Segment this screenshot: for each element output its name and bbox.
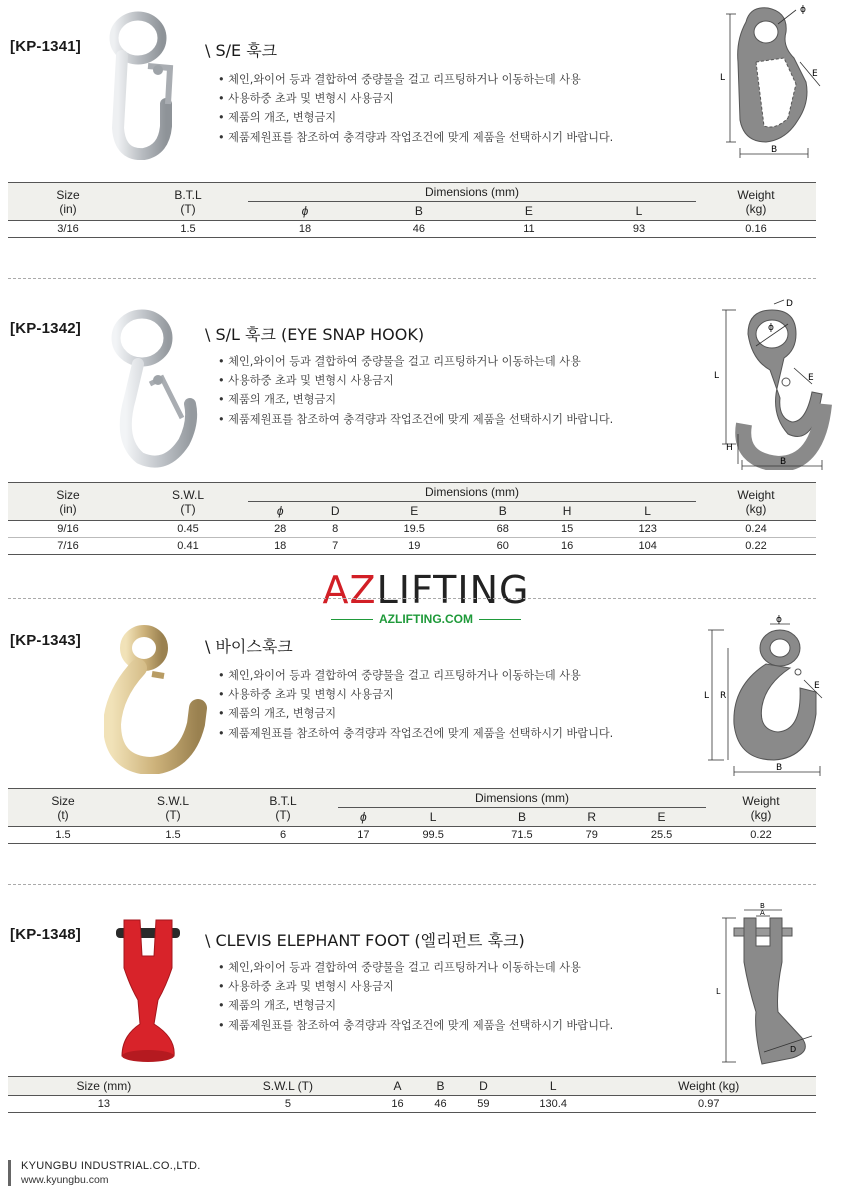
diagram-label-l: L	[720, 73, 726, 83]
column-header-text: Size	[56, 187, 80, 202]
column-header	[128, 483, 248, 521]
dimensions-header: Dimensions (mm)	[248, 483, 696, 502]
table-cell: 18	[298, 223, 312, 235]
section-divider	[8, 278, 816, 279]
table-cell: 16	[560, 540, 574, 552]
column-header-text: (kg)	[750, 807, 772, 822]
product-code: [KP-1341]	[10, 38, 81, 55]
vise-hook-photo	[104, 624, 208, 774]
column-header	[118, 789, 228, 827]
product-kp-1348	[0, 896, 848, 1136]
feature-item: • 체인,와이어 등과 결합하여 중량물을 걸고 리프팅하거나 이동하는데 사용	[218, 70, 613, 89]
feature-list	[218, 958, 613, 1035]
table-cell: 99.5	[422, 829, 444, 841]
column-header: L	[635, 204, 643, 218]
footer	[8, 1160, 201, 1186]
diagram-label-e: E	[812, 69, 818, 79]
table-cell: 71.5	[511, 829, 533, 841]
column-header: L	[644, 504, 651, 518]
diagram-label-e: E	[814, 681, 820, 691]
table-row	[8, 221, 816, 238]
table-cell: 17	[357, 829, 370, 841]
snap-hook-photo	[104, 8, 186, 160]
table-cell: 1.5	[180, 223, 196, 235]
product-title: \ S/E 훅크	[205, 41, 278, 60]
table-cell: 16	[391, 1098, 404, 1110]
table-cell: 68	[496, 523, 509, 535]
column-header: E	[657, 810, 666, 824]
column-header-text: (T)	[165, 807, 181, 822]
azlifting-url: AZLIFTING.COM	[296, 612, 556, 626]
feature-item: • 제품의 개조, 변형금지	[218, 390, 613, 409]
feature-item: • 체인,와이어 등과 결합하여 중량물을 걸고 리프팅하거나 이동하는데 사용	[218, 352, 613, 371]
section-divider	[8, 884, 816, 885]
column-header: B	[498, 504, 507, 518]
diagram-label-phi: ϕ	[800, 5, 806, 15]
column-header: D	[479, 1079, 488, 1093]
diagram-label-d: D	[790, 1045, 797, 1054]
column-header: D	[330, 504, 340, 518]
table-cell: 93	[632, 223, 646, 235]
table-cell: 19.5	[403, 523, 425, 535]
product-code: [KP-1348]	[10, 926, 81, 943]
column-header: ϕ	[276, 504, 284, 518]
table-row	[8, 521, 816, 538]
diagram-label-b: B	[776, 763, 783, 773]
dimension-drawing	[712, 902, 832, 1068]
table-cell: 19	[408, 540, 421, 552]
product-title: \ CLEVIS ELEPHANT FOOT (엘리펀트 훅크)	[205, 931, 525, 950]
column-header-text: Size	[56, 487, 80, 502]
column-header-text: Size	[51, 793, 75, 808]
table-cell: 0.24	[745, 523, 767, 535]
table-cell: 7	[332, 540, 339, 552]
product-kp-1342	[0, 290, 848, 570]
table-cell: 9/16	[57, 523, 79, 535]
table-cell: 5	[284, 1098, 291, 1110]
table-cell: 0.41	[177, 540, 199, 552]
column-header: Weight (kg)	[678, 1079, 740, 1093]
column-header	[128, 183, 248, 221]
column-header-text: (in)	[59, 201, 77, 216]
table-cell: 0.22	[745, 540, 767, 552]
column-header	[228, 789, 338, 827]
diagram-label-l: L	[704, 691, 710, 701]
dimensions-header: Dimensions (mm)	[338, 789, 706, 808]
feature-item: • 제품제원표를 참조하여 충격량과 작업조건에 맞게 제품을 선택하시기 바랍니다.	[218, 128, 613, 147]
table-cell: 46	[412, 223, 425, 235]
feature-item: • 사용하중 초과 및 변형시 사용금지	[218, 685, 613, 704]
table-cell: 28	[274, 523, 287, 535]
feature-item: • 체인,와이어 등과 결합하여 중량물을 걸고 리프팅하거나 이동하는데 사용	[218, 958, 613, 977]
feature-item: • 제품제원표를 참조하여 충격량과 작업조건에 맞게 제품을 선택하시기 바랍니다.	[218, 724, 613, 743]
table-cell: 3/16	[57, 223, 79, 235]
company-website[interactable]: www.kyungbu.com	[21, 1174, 109, 1186]
column-header	[696, 483, 816, 521]
column-header	[8, 483, 128, 521]
azlifting-logo: AZLIFTING	[322, 568, 530, 612]
column-header: B	[517, 810, 526, 824]
table-cell: 18	[274, 540, 287, 552]
spec-table	[8, 788, 816, 844]
product-kp-1343	[0, 610, 848, 870]
column-header: E	[410, 504, 419, 518]
table-cell: 123	[638, 523, 657, 535]
product-title: \ 바이스훅크	[205, 637, 293, 656]
feature-list	[218, 352, 613, 429]
feature-list	[218, 666, 613, 743]
column-header-text: Weight	[742, 793, 780, 808]
column-header	[8, 183, 128, 221]
column-header-text: (T)	[180, 201, 196, 216]
feature-item: • 체인,와이어 등과 결합하여 중량물을 걸고 리프팅하거나 이동하는데 사용	[218, 666, 613, 685]
table-cell: 0.16	[745, 223, 767, 235]
spec-table	[8, 1076, 816, 1113]
diagram-label-phi: ϕ	[768, 323, 774, 333]
table-cell: 7/16	[57, 540, 79, 552]
table-cell: 130.4	[539, 1098, 567, 1110]
column-header: R	[587, 810, 597, 824]
feature-item: • 제품제원표를 참조하여 충격량과 작업조건에 맞게 제품을 선택하시기 바랍니다.	[218, 410, 613, 429]
product-code: [KP-1342]	[10, 320, 81, 337]
column-header: B	[414, 204, 423, 218]
feature-list	[218, 70, 613, 147]
section-divider	[8, 598, 816, 599]
feature-item: • 사용하중 초과 및 변형시 사용금지	[218, 977, 613, 996]
feature-item: • 제품의 개조, 변형금지	[218, 108, 613, 127]
dimension-drawing	[716, 2, 828, 162]
table-cell: 79	[585, 829, 598, 841]
clevis-elephant-foot-photo	[110, 916, 186, 1064]
column-header	[696, 183, 816, 221]
table-cell: 46	[434, 1098, 447, 1110]
column-header: ϕ	[301, 204, 309, 218]
column-header-text: B.T.L	[269, 793, 297, 808]
column-header	[706, 789, 816, 827]
column-header: ϕ	[360, 810, 367, 824]
column-header: L	[429, 810, 437, 824]
feature-item: • 사용하중 초과 및 변형시 사용금지	[218, 89, 613, 108]
dimensions-header: Dimensions (mm)	[248, 183, 696, 202]
diagram-label-b: B	[780, 457, 787, 467]
feature-item: • 제품의 개조, 변형금지	[218, 704, 613, 723]
table-cell: 6	[279, 829, 287, 841]
company-name: KYUNGBU INDUSTRIAL.CO.,LTD.	[21, 1160, 201, 1172]
table-row	[8, 827, 816, 844]
column-header-text: (T)	[180, 501, 196, 516]
column-header: B	[436, 1079, 445, 1093]
diagram-label-phi: ϕ	[776, 615, 782, 625]
diagram-label-l: L	[716, 987, 721, 996]
table-cell: 11	[523, 223, 535, 235]
column-header-text: (kg)	[745, 501, 767, 516]
eye-snap-hook-photo	[100, 308, 204, 470]
diagram-label-e: E	[808, 373, 814, 383]
table-cell: 25.5	[650, 829, 673, 841]
table-cell: 59	[477, 1098, 490, 1110]
diagram-label-d: D	[786, 299, 793, 309]
column-header-text: S.W.L	[156, 793, 189, 808]
table-cell: 13	[97, 1098, 111, 1110]
table-cell: 0.97	[698, 1098, 720, 1110]
column-header-text: B.T.L	[174, 187, 202, 202]
column-header: S.W.L (T)	[262, 1079, 313, 1093]
diagram-label-b: B	[760, 902, 765, 910]
table-cell: 1.5	[165, 829, 181, 841]
dimension-drawing	[708, 294, 832, 470]
column-header-text: (kg)	[745, 201, 767, 216]
table-cell: 8	[332, 523, 339, 535]
column-header-text: Weight	[737, 187, 775, 202]
spec-table	[8, 482, 816, 555]
column-header: E	[524, 204, 533, 218]
table-row	[8, 1096, 816, 1113]
column-header-text: (t)	[57, 807, 69, 822]
dimension-drawing	[704, 614, 828, 778]
feature-item: • 사용하중 초과 및 변형시 사용금지	[218, 371, 613, 390]
column-header: H	[562, 504, 572, 518]
product-title: \ S/L 훅크 (EYE SNAP HOOK)	[205, 325, 425, 344]
diagram-label-l: L	[714, 371, 720, 381]
product-kp-1341	[0, 0, 848, 260]
feature-item: • 제품의 개조, 변형금지	[218, 996, 613, 1015]
diagram-label-b: B	[771, 145, 778, 155]
column-header-text: (T)	[275, 807, 291, 822]
column-header: Size (mm)	[76, 1079, 132, 1093]
column-header	[8, 789, 118, 827]
table-cell: 0.45	[177, 523, 199, 535]
table-cell: 0.22	[750, 829, 772, 841]
table-cell: 15	[560, 523, 574, 535]
column-header-text: S.W.L	[171, 487, 204, 502]
table-row	[8, 538, 816, 555]
table-cell: 104	[638, 540, 657, 552]
product-code: [KP-1343]	[10, 632, 81, 649]
spec-table	[8, 182, 816, 238]
diagram-label-r: R	[720, 691, 727, 701]
column-header-text: Weight	[737, 487, 775, 502]
table-cell: 60	[496, 540, 509, 552]
feature-item: • 제품제원표를 참조하여 충격량과 작업조건에 맞게 제품을 선택하시기 바랍니다.	[218, 1016, 613, 1035]
column-header-text: (in)	[59, 501, 77, 516]
diagram-label-h: H	[726, 443, 733, 453]
table-cell: 1.5	[55, 829, 71, 841]
column-header: A	[393, 1079, 402, 1093]
diagram-label-a: A	[760, 909, 765, 917]
column-header: L	[549, 1079, 557, 1093]
